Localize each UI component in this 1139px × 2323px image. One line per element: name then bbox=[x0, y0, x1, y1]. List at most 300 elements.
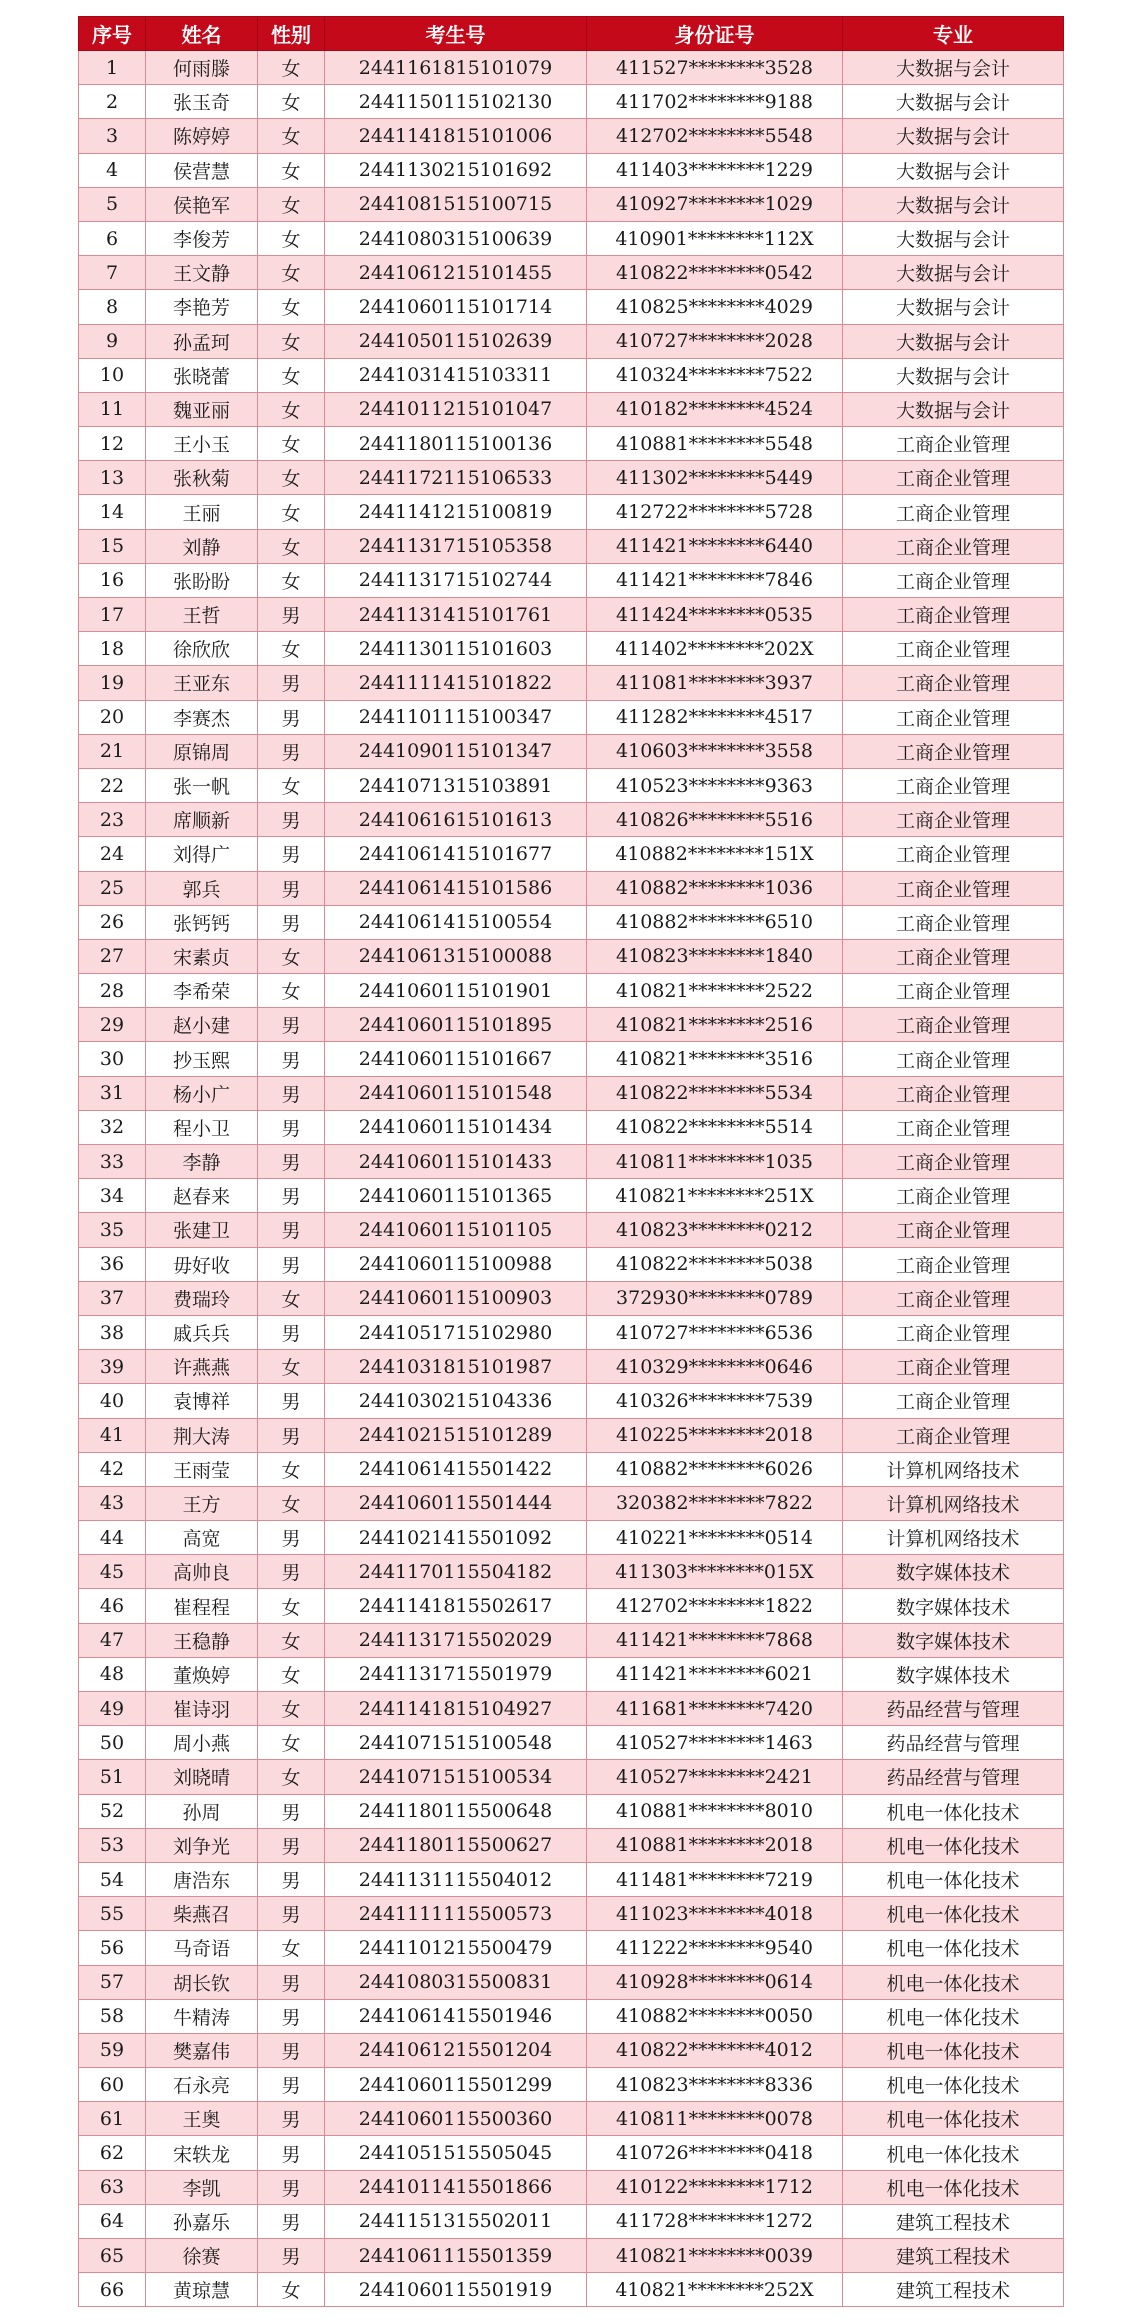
id-number-cell: 411402********202X bbox=[587, 632, 843, 666]
table-row bbox=[79, 1589, 1064, 1623]
gender-cell: 女 bbox=[258, 2273, 325, 2307]
name-cell: 张晓蕾 bbox=[146, 358, 258, 392]
id-number-cell: 411222********9540 bbox=[587, 1931, 843, 1965]
name-cell: 张一帆 bbox=[146, 768, 258, 802]
name-cell: 石永亮 bbox=[146, 2068, 258, 2102]
gender-cell: 女 bbox=[258, 974, 325, 1008]
table-body bbox=[79, 51, 1064, 2307]
index-cell: 42 bbox=[79, 1452, 146, 1486]
index-cell: 56 bbox=[79, 1931, 146, 1965]
id-number-cell: 410221********0514 bbox=[587, 1521, 843, 1555]
table-row bbox=[79, 598, 1064, 632]
name-cell: 王方 bbox=[146, 1486, 258, 1520]
index-cell: 63 bbox=[79, 2170, 146, 2204]
table-row bbox=[79, 939, 1064, 973]
table-row bbox=[79, 768, 1064, 802]
id-number-cell: 410821********3516 bbox=[587, 1042, 843, 1076]
id-number-cell: 410821********251X bbox=[587, 1179, 843, 1213]
id-number-cell: 410326********7539 bbox=[587, 1384, 843, 1418]
major-cell: 建筑工程技术 bbox=[843, 2204, 1064, 2238]
exam-number-cell: 2441131415101761 bbox=[325, 598, 587, 632]
index-cell: 43 bbox=[79, 1486, 146, 1520]
id-number-cell: 410822********5038 bbox=[587, 1247, 843, 1281]
major-cell: 工商企业管理 bbox=[843, 1418, 1064, 1452]
name-cell: 唐浩东 bbox=[146, 1862, 258, 1896]
table-row bbox=[79, 1350, 1064, 1384]
name-cell: 高帅良 bbox=[146, 1555, 258, 1589]
name-cell: 赵春来 bbox=[146, 1179, 258, 1213]
gender-cell: 女 bbox=[258, 1623, 325, 1657]
name-cell: 侯营慧 bbox=[146, 153, 258, 187]
exam-number-cell: 2441061615101613 bbox=[325, 803, 587, 837]
exam-number-cell: 2441161815101079 bbox=[325, 51, 587, 85]
index-cell: 16 bbox=[79, 563, 146, 597]
index-cell: 11 bbox=[79, 392, 146, 426]
index-cell: 27 bbox=[79, 939, 146, 973]
major-cell: 工商企业管理 bbox=[843, 1350, 1064, 1384]
exam-number-cell: 2441051715102980 bbox=[325, 1315, 587, 1349]
name-cell: 董焕婷 bbox=[146, 1657, 258, 1691]
name-cell: 樊嘉伟 bbox=[146, 2033, 258, 2067]
exam-number-cell: 2441180115100136 bbox=[325, 427, 587, 461]
gender-cell: 男 bbox=[258, 1384, 325, 1418]
table-header bbox=[79, 17, 1064, 51]
exam-number-cell: 2441060115101433 bbox=[325, 1145, 587, 1179]
table-row bbox=[79, 1315, 1064, 1349]
table-row bbox=[79, 1145, 1064, 1179]
index-cell: 37 bbox=[79, 1281, 146, 1315]
student-roster-sheet bbox=[78, 16, 1063, 2307]
name-cell: 魏亚丽 bbox=[146, 392, 258, 426]
gender-cell: 男 bbox=[258, 2239, 325, 2273]
major-cell: 工商企业管理 bbox=[843, 768, 1064, 802]
gender-cell: 女 bbox=[258, 1452, 325, 1486]
header-cell-exam-number: 考生号 bbox=[325, 17, 587, 51]
exam-number-cell: 2441061115501359 bbox=[325, 2239, 587, 2273]
id-number-cell: 410603********3558 bbox=[587, 734, 843, 768]
name-cell: 张玉奇 bbox=[146, 85, 258, 119]
major-cell: 机电一体化技术 bbox=[843, 1965, 1064, 1999]
name-cell: 王奥 bbox=[146, 2102, 258, 2136]
id-number-cell: 410825********4029 bbox=[587, 290, 843, 324]
gender-cell: 女 bbox=[258, 221, 325, 255]
id-number-cell: 412722********5728 bbox=[587, 495, 843, 529]
header-cell-index: 序号 bbox=[79, 17, 146, 51]
table-row bbox=[79, 1110, 1064, 1144]
header-cell-id-number: 身份证号 bbox=[587, 17, 843, 51]
table-row bbox=[79, 1213, 1064, 1247]
id-number-cell: 410821********0039 bbox=[587, 2239, 843, 2273]
index-cell: 58 bbox=[79, 1999, 146, 2033]
id-number-cell: 410881********5548 bbox=[587, 427, 843, 461]
major-cell: 药品经营与管理 bbox=[843, 1726, 1064, 1760]
table-row bbox=[79, 324, 1064, 358]
exam-number-cell: 2441060115101895 bbox=[325, 1008, 587, 1042]
major-cell: 大数据与会计 bbox=[843, 119, 1064, 153]
table-row bbox=[79, 1384, 1064, 1418]
exam-number-cell: 2441130115101603 bbox=[325, 632, 587, 666]
index-cell: 13 bbox=[79, 461, 146, 495]
table-row bbox=[79, 2033, 1064, 2067]
index-cell: 21 bbox=[79, 734, 146, 768]
table-row bbox=[79, 1247, 1064, 1281]
major-cell: 数字媒体技术 bbox=[843, 1623, 1064, 1657]
exam-number-cell: 2441101215500479 bbox=[325, 1931, 587, 1965]
name-cell: 王丽 bbox=[146, 495, 258, 529]
name-cell: 周小燕 bbox=[146, 1726, 258, 1760]
gender-cell: 女 bbox=[258, 1726, 325, 1760]
exam-number-cell: 2441060115501444 bbox=[325, 1486, 587, 1520]
exam-number-cell: 2441131715501979 bbox=[325, 1657, 587, 1691]
id-number-cell: 411302********5449 bbox=[587, 461, 843, 495]
table-row bbox=[79, 1179, 1064, 1213]
gender-cell: 女 bbox=[258, 358, 325, 392]
exam-number-cell: 2441011215101047 bbox=[325, 392, 587, 426]
name-cell: 李赛杰 bbox=[146, 700, 258, 734]
exam-number-cell: 2441080315100639 bbox=[325, 221, 587, 255]
table-row bbox=[79, 700, 1064, 734]
major-cell: 工商企业管理 bbox=[843, 1110, 1064, 1144]
major-cell: 工商企业管理 bbox=[843, 563, 1064, 597]
major-cell: 机电一体化技术 bbox=[843, 2102, 1064, 2136]
table-row bbox=[79, 2239, 1064, 2273]
index-cell: 9 bbox=[79, 324, 146, 358]
major-cell: 机电一体化技术 bbox=[843, 2170, 1064, 2204]
gender-cell: 男 bbox=[258, 1179, 325, 1213]
id-number-cell: 410726********0418 bbox=[587, 2136, 843, 2170]
index-cell: 38 bbox=[79, 1315, 146, 1349]
name-cell: 王哲 bbox=[146, 598, 258, 632]
exam-number-cell: 2441060115101714 bbox=[325, 290, 587, 324]
name-cell: 李俊芳 bbox=[146, 221, 258, 255]
exam-number-cell: 2441060115100903 bbox=[325, 1281, 587, 1315]
exam-number-cell: 2441101115100347 bbox=[325, 700, 587, 734]
gender-cell: 女 bbox=[258, 324, 325, 358]
id-number-cell: 410882********151X bbox=[587, 837, 843, 871]
name-cell: 戚兵兵 bbox=[146, 1315, 258, 1349]
gender-cell: 男 bbox=[258, 1076, 325, 1110]
name-cell: 宋素贞 bbox=[146, 939, 258, 973]
name-cell: 王文静 bbox=[146, 256, 258, 290]
gender-cell: 女 bbox=[258, 1281, 325, 1315]
name-cell: 费瑞玲 bbox=[146, 1281, 258, 1315]
table-row bbox=[79, 1692, 1064, 1726]
exam-number-cell: 2441131715102744 bbox=[325, 563, 587, 597]
exam-number-cell: 2441060115101105 bbox=[325, 1213, 587, 1247]
index-cell: 40 bbox=[79, 1384, 146, 1418]
exam-number-cell: 2441061415100554 bbox=[325, 905, 587, 939]
id-number-cell: 410822********5534 bbox=[587, 1076, 843, 1110]
gender-cell: 女 bbox=[258, 153, 325, 187]
name-cell: 杨小广 bbox=[146, 1076, 258, 1110]
table-row bbox=[79, 187, 1064, 221]
gender-cell: 女 bbox=[258, 1589, 325, 1623]
name-cell: 抄玉熙 bbox=[146, 1042, 258, 1076]
index-cell: 5 bbox=[79, 187, 146, 221]
index-cell: 24 bbox=[79, 837, 146, 871]
exam-number-cell: 2441071515100548 bbox=[325, 1726, 587, 1760]
index-cell: 44 bbox=[79, 1521, 146, 1555]
id-number-cell: 410727********2028 bbox=[587, 324, 843, 358]
index-cell: 7 bbox=[79, 256, 146, 290]
index-cell: 28 bbox=[79, 974, 146, 1008]
table-row bbox=[79, 85, 1064, 119]
table-row bbox=[79, 495, 1064, 529]
exam-number-cell: 2441090115101347 bbox=[325, 734, 587, 768]
gender-cell: 女 bbox=[258, 461, 325, 495]
index-cell: 60 bbox=[79, 2068, 146, 2102]
index-cell: 47 bbox=[79, 1623, 146, 1657]
major-cell: 大数据与会计 bbox=[843, 221, 1064, 255]
gender-cell: 男 bbox=[258, 1862, 325, 1896]
exam-number-cell: 2441060115101434 bbox=[325, 1110, 587, 1144]
gender-cell: 男 bbox=[258, 837, 325, 871]
id-number-cell: 372930********0789 bbox=[587, 1281, 843, 1315]
table-row bbox=[79, 461, 1064, 495]
name-cell: 崔程程 bbox=[146, 1589, 258, 1623]
exam-number-cell: 2441061315100088 bbox=[325, 939, 587, 973]
major-cell: 机电一体化技术 bbox=[843, 1897, 1064, 1931]
gender-cell: 男 bbox=[258, 1145, 325, 1179]
major-cell: 机电一体化技术 bbox=[843, 2136, 1064, 2170]
name-cell: 柴燕召 bbox=[146, 1897, 258, 1931]
major-cell: 工商企业管理 bbox=[843, 1213, 1064, 1247]
student-roster-table bbox=[78, 16, 1064, 2307]
id-number-cell: 410927********1029 bbox=[587, 187, 843, 221]
id-number-cell: 410823********0212 bbox=[587, 1213, 843, 1247]
table-row bbox=[79, 1486, 1064, 1520]
exam-number-cell: 2441180115500627 bbox=[325, 1828, 587, 1862]
major-cell: 机电一体化技术 bbox=[843, 2033, 1064, 2067]
table-row bbox=[79, 1452, 1064, 1486]
index-cell: 22 bbox=[79, 768, 146, 802]
major-cell: 工商企业管理 bbox=[843, 1008, 1064, 1042]
index-cell: 45 bbox=[79, 1555, 146, 1589]
table-row bbox=[79, 905, 1064, 939]
gender-cell: 女 bbox=[258, 51, 325, 85]
id-number-cell: 410225********2018 bbox=[587, 1418, 843, 1452]
name-cell: 王亚东 bbox=[146, 666, 258, 700]
exam-number-cell: 2441080315500831 bbox=[325, 1965, 587, 1999]
id-number-cell: 410821********252X bbox=[587, 2273, 843, 2307]
header-row bbox=[79, 17, 1064, 51]
name-cell: 张建卫 bbox=[146, 1213, 258, 1247]
index-cell: 49 bbox=[79, 1692, 146, 1726]
name-cell: 黄琼慧 bbox=[146, 2273, 258, 2307]
gender-cell: 女 bbox=[258, 1931, 325, 1965]
table-row bbox=[79, 1008, 1064, 1042]
index-cell: 6 bbox=[79, 221, 146, 255]
index-cell: 8 bbox=[79, 290, 146, 324]
gender-cell: 男 bbox=[258, 2204, 325, 2238]
major-cell: 工商企业管理 bbox=[843, 495, 1064, 529]
name-cell: 李艳芳 bbox=[146, 290, 258, 324]
major-cell: 大数据与会计 bbox=[843, 153, 1064, 187]
exam-number-cell: 2441061415501946 bbox=[325, 1999, 587, 2033]
table-row bbox=[79, 119, 1064, 153]
index-cell: 50 bbox=[79, 1726, 146, 1760]
table-row bbox=[79, 256, 1064, 290]
name-cell: 徐欣欣 bbox=[146, 632, 258, 666]
index-cell: 14 bbox=[79, 495, 146, 529]
id-number-cell: 410821********2516 bbox=[587, 1008, 843, 1042]
major-cell: 药品经营与管理 bbox=[843, 1760, 1064, 1794]
name-cell: 孙嘉乐 bbox=[146, 2204, 258, 2238]
table-row bbox=[79, 529, 1064, 563]
table-row bbox=[79, 2136, 1064, 2170]
exam-number-cell: 2441170115504182 bbox=[325, 1555, 587, 1589]
table-row bbox=[79, 1794, 1064, 1828]
gender-cell: 男 bbox=[258, 700, 325, 734]
gender-cell: 男 bbox=[258, 2170, 325, 2204]
table-row bbox=[79, 2204, 1064, 2238]
major-cell: 大数据与会计 bbox=[843, 392, 1064, 426]
gender-cell: 男 bbox=[258, 598, 325, 632]
table-row bbox=[79, 51, 1064, 85]
exam-number-cell: 2441060115501299 bbox=[325, 2068, 587, 2102]
table-row bbox=[79, 803, 1064, 837]
exam-number-cell: 2441061415101677 bbox=[325, 837, 587, 871]
name-cell: 刘静 bbox=[146, 529, 258, 563]
major-cell: 计算机网络技术 bbox=[843, 1452, 1064, 1486]
major-cell: 工商企业管理 bbox=[843, 598, 1064, 632]
index-cell: 3 bbox=[79, 119, 146, 153]
gender-cell: 女 bbox=[258, 1350, 325, 1384]
major-cell: 工商企业管理 bbox=[843, 1145, 1064, 1179]
gender-cell: 女 bbox=[258, 1692, 325, 1726]
index-cell: 65 bbox=[79, 2239, 146, 2273]
table-row bbox=[79, 1657, 1064, 1691]
gender-cell: 男 bbox=[258, 1315, 325, 1349]
id-number-cell: 412702********1822 bbox=[587, 1589, 843, 1623]
name-cell: 张钙钙 bbox=[146, 905, 258, 939]
exam-number-cell: 2441060115101901 bbox=[325, 974, 587, 1008]
name-cell: 马奇语 bbox=[146, 1931, 258, 1965]
table-row bbox=[79, 1555, 1064, 1589]
name-cell: 陈婷婷 bbox=[146, 119, 258, 153]
table-row bbox=[79, 871, 1064, 905]
exam-number-cell: 2441061415501422 bbox=[325, 1452, 587, 1486]
id-number-cell: 410822********5514 bbox=[587, 1110, 843, 1144]
id-number-cell: 411728********1272 bbox=[587, 2204, 843, 2238]
name-cell: 李静 bbox=[146, 1145, 258, 1179]
index-cell: 32 bbox=[79, 1110, 146, 1144]
id-number-cell: 410881********2018 bbox=[587, 1828, 843, 1862]
gender-cell: 女 bbox=[258, 427, 325, 461]
id-number-cell: 410811********1035 bbox=[587, 1145, 843, 1179]
gender-cell: 女 bbox=[258, 119, 325, 153]
major-cell: 工商企业管理 bbox=[843, 871, 1064, 905]
index-cell: 29 bbox=[79, 1008, 146, 1042]
gender-cell: 男 bbox=[258, 1828, 325, 1862]
index-cell: 35 bbox=[79, 1213, 146, 1247]
id-number-cell: 411421********7846 bbox=[587, 563, 843, 597]
table-row bbox=[79, 1760, 1064, 1794]
gender-cell: 女 bbox=[258, 632, 325, 666]
index-cell: 39 bbox=[79, 1350, 146, 1384]
name-cell: 王稳静 bbox=[146, 1623, 258, 1657]
table-row bbox=[79, 153, 1064, 187]
exam-number-cell: 2441061215101455 bbox=[325, 256, 587, 290]
exam-number-cell: 2441011415501866 bbox=[325, 2170, 587, 2204]
major-cell: 工商企业管理 bbox=[843, 1315, 1064, 1349]
gender-cell: 女 bbox=[258, 290, 325, 324]
index-cell: 54 bbox=[79, 1862, 146, 1896]
index-cell: 30 bbox=[79, 1042, 146, 1076]
exam-number-cell: 2441081515100715 bbox=[325, 187, 587, 221]
name-cell: 程小卫 bbox=[146, 1110, 258, 1144]
name-cell: 原锦周 bbox=[146, 734, 258, 768]
name-cell: 牛精涛 bbox=[146, 1999, 258, 2033]
major-cell: 数字媒体技术 bbox=[843, 1657, 1064, 1691]
id-number-cell: 410882********0050 bbox=[587, 1999, 843, 2033]
id-number-cell: 410882********6510 bbox=[587, 905, 843, 939]
index-cell: 48 bbox=[79, 1657, 146, 1691]
id-number-cell: 410122********1712 bbox=[587, 2170, 843, 2204]
gender-cell: 女 bbox=[258, 1657, 325, 1691]
name-cell: 胡长钦 bbox=[146, 1965, 258, 1999]
index-cell: 26 bbox=[79, 905, 146, 939]
exam-number-cell: 2441141815104927 bbox=[325, 1692, 587, 1726]
gender-cell: 男 bbox=[258, 2136, 325, 2170]
exam-number-cell: 2441131715502029 bbox=[325, 1623, 587, 1657]
id-number-cell: 410727********6536 bbox=[587, 1315, 843, 1349]
exam-number-cell: 2441130215101692 bbox=[325, 153, 587, 187]
major-cell: 工商企业管理 bbox=[843, 1076, 1064, 1110]
name-cell: 袁博祥 bbox=[146, 1384, 258, 1418]
major-cell: 工商企业管理 bbox=[843, 837, 1064, 871]
exam-number-cell: 2441021415501092 bbox=[325, 1521, 587, 1555]
major-cell: 建筑工程技术 bbox=[843, 2273, 1064, 2307]
gender-cell: 男 bbox=[258, 1897, 325, 1931]
gender-cell: 男 bbox=[258, 1555, 325, 1589]
id-number-cell: 410928********0614 bbox=[587, 1965, 843, 1999]
gender-cell: 女 bbox=[258, 495, 325, 529]
id-number-cell: 411702********9188 bbox=[587, 85, 843, 119]
index-cell: 20 bbox=[79, 700, 146, 734]
major-cell: 工商企业管理 bbox=[843, 700, 1064, 734]
id-number-cell: 410527********2421 bbox=[587, 1760, 843, 1794]
gender-cell: 女 bbox=[258, 529, 325, 563]
major-cell: 机电一体化技术 bbox=[843, 1794, 1064, 1828]
index-cell: 61 bbox=[79, 2102, 146, 2136]
major-cell: 机电一体化技术 bbox=[843, 1828, 1064, 1862]
id-number-cell: 410329********0646 bbox=[587, 1350, 843, 1384]
index-cell: 15 bbox=[79, 529, 146, 563]
index-cell: 64 bbox=[79, 2204, 146, 2238]
id-number-cell: 411023********4018 bbox=[587, 1897, 843, 1931]
name-cell: 高宽 bbox=[146, 1521, 258, 1555]
table-row bbox=[79, 358, 1064, 392]
exam-number-cell: 2441031815101987 bbox=[325, 1350, 587, 1384]
table-row bbox=[79, 427, 1064, 461]
exam-number-cell: 2441141815502617 bbox=[325, 1589, 587, 1623]
major-cell: 工商企业管理 bbox=[843, 666, 1064, 700]
major-cell: 工商企业管理 bbox=[843, 1042, 1064, 1076]
table-row bbox=[79, 837, 1064, 871]
id-number-cell: 410881********8010 bbox=[587, 1794, 843, 1828]
index-cell: 1 bbox=[79, 51, 146, 85]
index-cell: 51 bbox=[79, 1760, 146, 1794]
name-cell: 侯艳军 bbox=[146, 187, 258, 221]
major-cell: 大数据与会计 bbox=[843, 358, 1064, 392]
gender-cell: 女 bbox=[258, 85, 325, 119]
table-row bbox=[79, 2273, 1064, 2307]
exam-number-cell: 2441030215104336 bbox=[325, 1384, 587, 1418]
id-number-cell: 411282********4517 bbox=[587, 700, 843, 734]
id-number-cell: 411081********3937 bbox=[587, 666, 843, 700]
index-cell: 52 bbox=[79, 1794, 146, 1828]
